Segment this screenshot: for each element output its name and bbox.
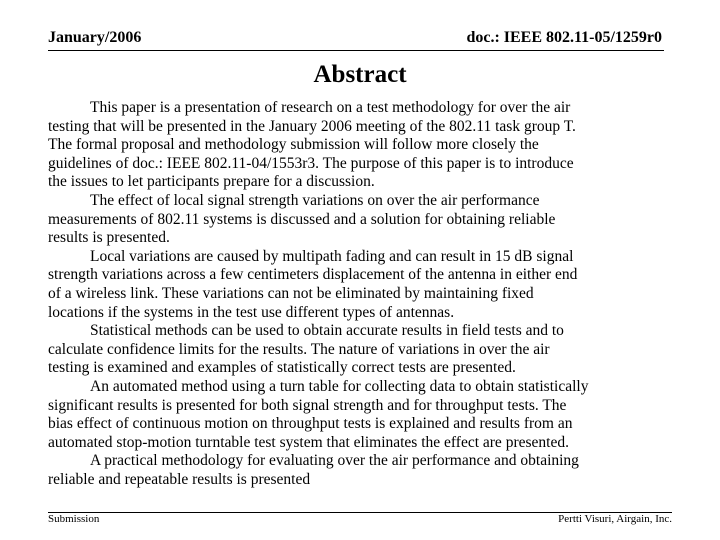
paragraph-2-line-1: The effect of local signal strength variations on over the air performance <box>90 191 540 209</box>
paragraph-3-line-4: locations if the systems in the test use different types of antennas. <box>48 303 455 321</box>
page-title: Abstract <box>313 61 407 88</box>
paragraph-4-line-2: calculate confidence limits for the results. The nature of variations in over the air <box>48 340 550 358</box>
paragraph-5-line-2: significant results is presented for both signal strength and for throughput tests. The <box>48 396 567 414</box>
paragraph-5-line-3: bias effect of continuous motion on throughput tests is explained and results from an <box>48 415 573 433</box>
paragraph-3-line-3: of a wireless link. These variations can not be eliminated by maintaining fixed <box>48 284 534 302</box>
footer-author: Pertti Visuri, Airgain, Inc. <box>558 513 672 525</box>
paragraph-5-line-4: automated stop-motion turntable test system that eliminates the effect are presented. <box>48 433 569 451</box>
paragraph-1-line-2: testing that will be presented in the January 2006 meeting of the 802.11 task group T. <box>48 117 576 135</box>
paragraph-1-line-3: The formal proposal and methodology submission will follow more closely the <box>48 136 539 154</box>
paragraph-6-line-1: A practical methodology for evaluating over the air performance and obtaining <box>90 452 579 470</box>
footer-submission: Submission <box>48 513 100 525</box>
paragraph-1-line-4: guidelines of doc.: IEEE 802.11-04/1553r3. The purpose of this paper is to introduce <box>48 154 574 172</box>
paragraph-5-line-1: An automated method using a turn table for collecting data to obtain statistically <box>90 377 589 395</box>
paragraph-4-line-3: testing is examined and examples of statistically correct tests are presented. <box>48 359 516 377</box>
paragraph-1-line-5: the issues to let participants prepare for a discussion. <box>48 173 375 191</box>
header-divider <box>48 50 664 51</box>
header-date: January/2006 <box>48 29 142 46</box>
paragraph-2-line-3: results is presented. <box>48 229 170 247</box>
paragraph-4-line-1: Statistical methods can be used to obtain accurate results in field tests and to <box>90 322 564 340</box>
header-doc-id: doc.: IEEE 802.11-05/1259r0 <box>466 29 662 46</box>
paragraph-6-line-2: reliable and repeatable results is presented <box>48 470 311 488</box>
paragraph-1-line-1: This paper is a presentation of research on a test methodology for over the air <box>90 99 571 116</box>
paragraph-3-line-2: strength variations across a few centimeters displacement of the antenna in either end <box>48 266 578 284</box>
paragraph-3-line-1: Local variations are caused by multipath fading and can result in 15 dB signal <box>90 247 574 265</box>
paragraph-2-line-2: measurements of 802.11 systems is discussed and a solution for obtaining reliable <box>48 210 556 228</box>
abstract-body <box>48 99 678 489</box>
